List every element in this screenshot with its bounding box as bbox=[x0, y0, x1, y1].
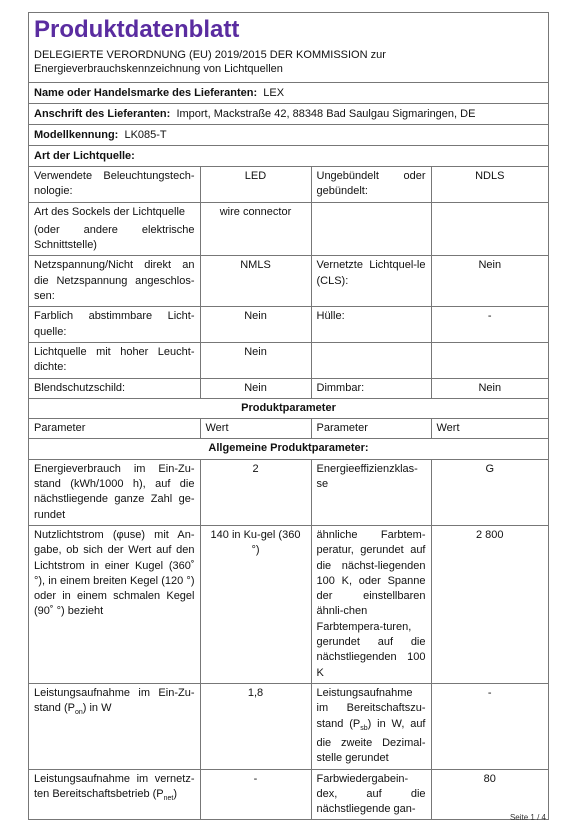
param-value: 2 bbox=[200, 459, 311, 525]
param-value: Nein bbox=[200, 378, 311, 398]
supplier-address-label: Anschrift des Lieferanten: bbox=[34, 108, 171, 120]
section-heading-row bbox=[29, 398, 548, 418]
general-params-heading: Allgemeine Produktparameter: bbox=[29, 439, 548, 459]
param-value: NMLS bbox=[200, 256, 311, 307]
param-label-text: ) in W, auf die zweite Dezimal-stelle gerundet bbox=[316, 717, 426, 765]
param-label: Verwendete Beleuchtungstech-nologie: bbox=[29, 167, 200, 203]
param-label bbox=[311, 342, 431, 378]
param-label-text: Leistungsaufnahme im Bereitschaftszu-stand (P bbox=[316, 686, 426, 730]
table-row bbox=[29, 769, 548, 819]
param-label: Nutzlichtstrom (φuse) mit An-gabe, ob sich der Wert auf den Lichtstrom in einer Kugel (360˚ °), in einem breiten Kegel (120 °) oder in einem schmalen Kegel (90˚ °) bezieht bbox=[29, 525, 200, 683]
table-row bbox=[29, 378, 548, 398]
table-row bbox=[29, 202, 548, 256]
param-label bbox=[29, 769, 200, 819]
column-header: Parameter bbox=[311, 419, 431, 439]
param-value: 80 bbox=[431, 769, 548, 819]
section-heading-row bbox=[29, 439, 548, 459]
param-label: Energieverbrauch im Ein-Zu-stand (kWh/1000 h), auf die nächstliegende ganze Zahl ge-rundet bbox=[29, 459, 200, 525]
param-label-text: Leistungsaufnahme im Ein-Zu-stand (P bbox=[34, 686, 195, 715]
param-label: ähnliche Farbtem-peratur, gerundet auf die nächst-liegenden 100 K, oder Spanne der einstellbaren ähnli-chen Farbtempera-turen, gerundet auf die nächstliegenden 100 K bbox=[311, 525, 431, 683]
param-value: Nein bbox=[431, 256, 548, 307]
table-row bbox=[29, 167, 548, 203]
param-label-subscript: on bbox=[74, 709, 83, 717]
param-label-subscript: sb bbox=[360, 724, 368, 732]
param-value: G bbox=[431, 459, 548, 525]
param-label-text: ) in W bbox=[82, 702, 112, 715]
light-source-type-row bbox=[29, 145, 548, 166]
param-value: 1,8 bbox=[200, 683, 311, 769]
param-value: 2 800 bbox=[431, 525, 548, 683]
param-label bbox=[311, 683, 431, 769]
datasheet-frame bbox=[28, 12, 549, 820]
datasheet bbox=[28, 12, 549, 820]
param-label: Blendschutzschild: bbox=[29, 378, 200, 398]
param-label bbox=[311, 202, 431, 256]
supplier-address-value: Import, Mackstraße 42, 88348 Bad Saulgau Sigmaringen, DE bbox=[176, 108, 476, 120]
model-label: Modellkennung: bbox=[34, 129, 119, 141]
param-value: wire connector bbox=[200, 202, 311, 256]
param-label-text: Leistungsaufnahme im vernetz-ten Bereitschaftsbetrieb (P bbox=[34, 772, 195, 800]
param-label: Energieeffizienzklas-se bbox=[311, 459, 431, 525]
param-value: - bbox=[200, 769, 311, 819]
param-label: Vernetzte Lichtquel-le (CLS): bbox=[311, 256, 431, 307]
column-header: Wert bbox=[200, 419, 311, 439]
column-header: Wert bbox=[431, 419, 548, 439]
param-label: Ungebündelt oder gebündelt: bbox=[311, 167, 431, 203]
param-label: Farblich abstimmbare Licht-quelle: bbox=[29, 307, 200, 343]
param-value: Nein bbox=[431, 378, 548, 398]
table-row bbox=[29, 525, 548, 683]
light-source-type-label: Art der Lichtquelle: bbox=[34, 150, 135, 162]
param-value bbox=[431, 342, 548, 378]
model-row bbox=[29, 124, 548, 145]
param-value: LED bbox=[200, 167, 311, 203]
table-row bbox=[29, 459, 548, 525]
param-label-line: (oder andere elektrische Schnittstelle) bbox=[34, 223, 195, 252]
table-row bbox=[29, 342, 548, 378]
param-label: Lichtquelle mit hoher Leucht-dichte: bbox=[29, 342, 200, 378]
supplier-address-row bbox=[29, 103, 548, 124]
param-label-text: ) bbox=[173, 787, 178, 800]
param-value bbox=[431, 202, 548, 256]
supplier-name-label: Name oder Handelsmarke des Lieferanten: bbox=[34, 87, 258, 99]
parameter-table bbox=[29, 166, 548, 819]
param-value: - bbox=[431, 683, 548, 769]
regulation-intro: DELEGIERTE VERORDNUNG (EU) 2019/2015 DER KOMMISSION zur Energieverbrauchskennzeichnung von Lichtquellen bbox=[34, 49, 386, 75]
column-header-row bbox=[29, 419, 548, 439]
param-label bbox=[29, 202, 200, 256]
param-label: Dimmbar: bbox=[311, 378, 431, 398]
param-value: - bbox=[431, 307, 548, 343]
param-value: 140 in Ku-gel (360 °) bbox=[200, 525, 311, 683]
model-value: LK085-T bbox=[124, 129, 167, 141]
table-row bbox=[29, 307, 548, 343]
param-label-subscript: net bbox=[163, 795, 174, 803]
page-title: Produktdatenblatt bbox=[34, 16, 240, 43]
product-params-heading: Produktparameter bbox=[29, 398, 548, 418]
table-row bbox=[29, 256, 548, 307]
param-value: Nein bbox=[200, 342, 311, 378]
param-label: Hülle: bbox=[311, 307, 431, 343]
supplier-name-row bbox=[29, 82, 548, 103]
param-label: Farbwiedergabein-dex, auf die nächstliegende gan- bbox=[311, 769, 431, 819]
param-label-line: Art des Sockels der Lichtquelle bbox=[34, 205, 186, 218]
supplier-name-value: LEX bbox=[263, 87, 285, 99]
param-label bbox=[29, 683, 200, 769]
table-row bbox=[29, 683, 548, 769]
param-value: Nein bbox=[200, 307, 311, 343]
param-value: NDLS bbox=[431, 167, 548, 203]
page-number: Seite 1 / 4 bbox=[509, 813, 546, 822]
column-header: Parameter bbox=[29, 419, 200, 439]
param-label: Netzspannung/Nicht direkt an die Netzspannung angeschlos-sen: bbox=[29, 256, 200, 307]
